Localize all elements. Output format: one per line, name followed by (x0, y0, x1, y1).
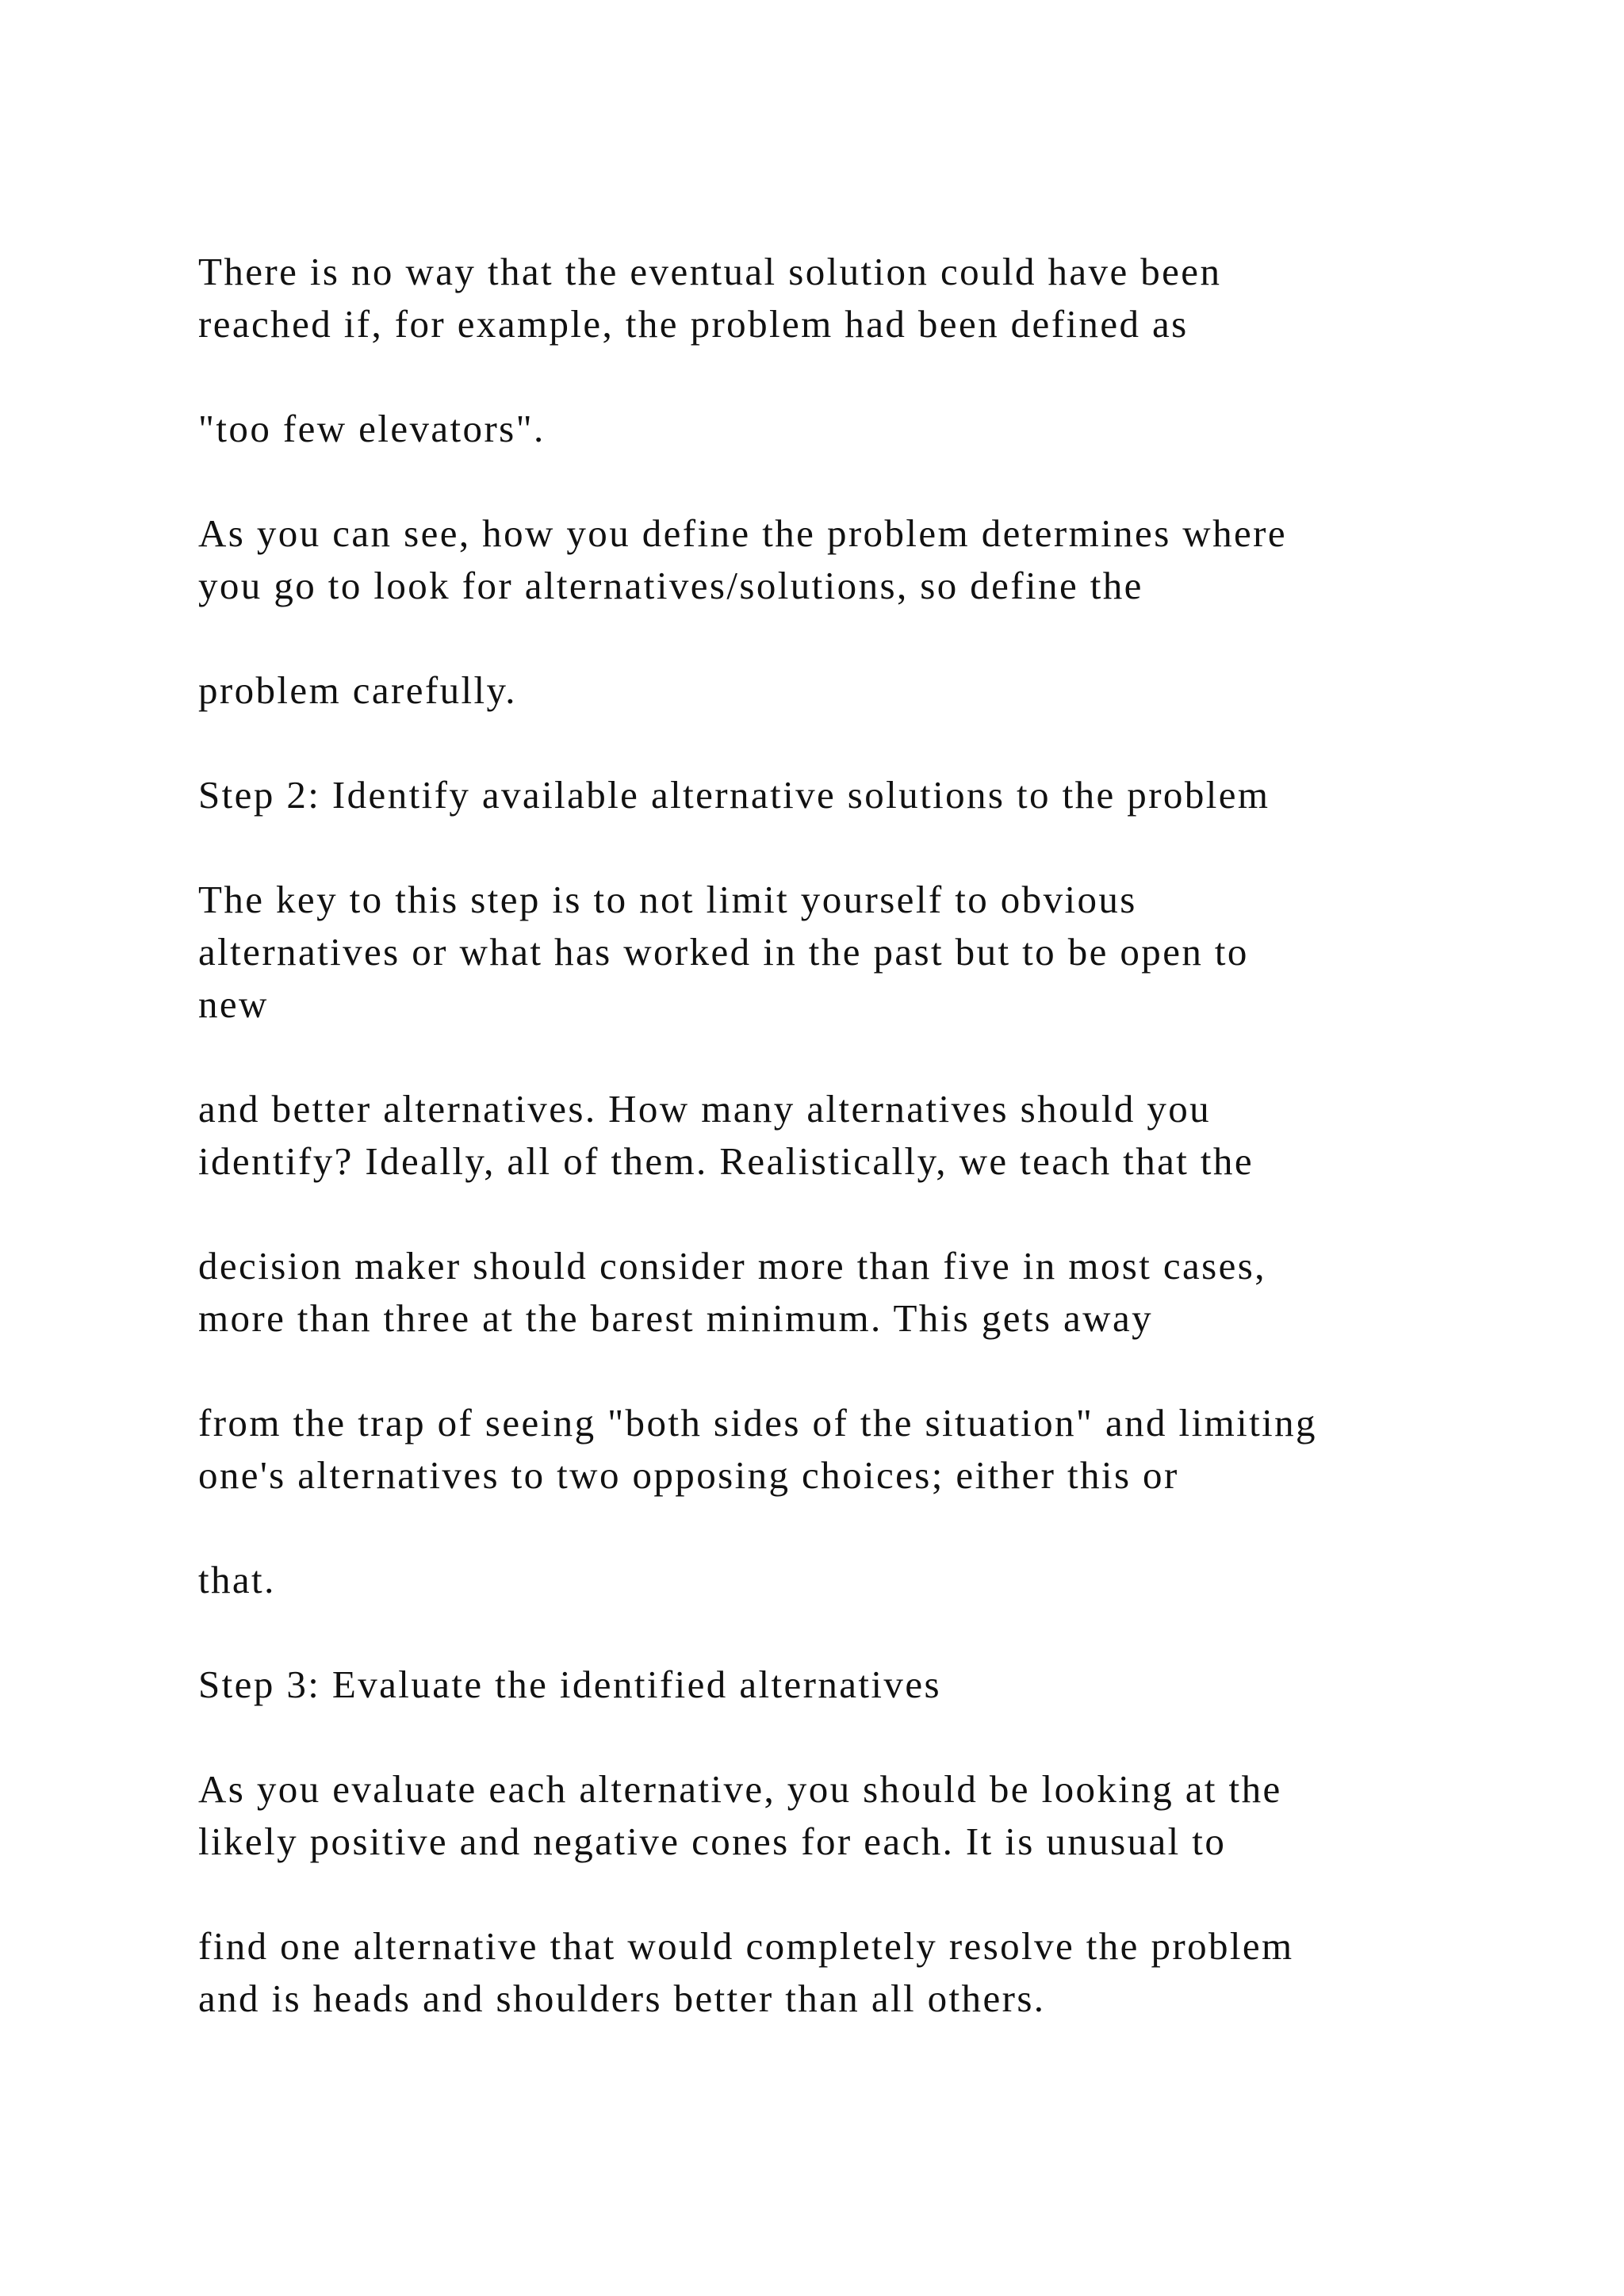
text-line: you go to look for alternatives/solutions, so define the (198, 564, 1143, 607)
text-line: from the trap of seeing "both sides of the situation" and limiting (198, 1401, 1317, 1445)
paragraph-6 (198, 874, 1546, 1031)
text-line: new (198, 982, 269, 1026)
text-line: decision maker should consider more than five in most cases, (198, 1244, 1266, 1288)
text-line: alternatives or what has worked in the past but to be open to (198, 930, 1249, 974)
text-line: Step 2: Identify available alternative solutions to the problem (198, 773, 1270, 817)
text-line: more than three at the barest minimum. This gets away (198, 1296, 1154, 1340)
text-line: one's alternatives to two opposing choices; either this or (198, 1453, 1179, 1497)
text-line: As you evaluate each alternative, you should be looking at the (198, 1767, 1282, 1811)
text-line: identify? Ideally, all of them. Realistically, we teach that the (198, 1139, 1254, 1183)
text-line: The key to this step is to not limit yourself to obvious (198, 878, 1137, 921)
paragraph-13 (198, 1920, 1546, 2025)
paragraph-8 (198, 1240, 1546, 1345)
paragraph-1 (198, 246, 1546, 350)
step-2-heading (198, 769, 1546, 821)
paragraph-4 (198, 664, 1546, 717)
paragraph-9 (198, 1397, 1546, 1502)
paragraph-10 (198, 1554, 1546, 1606)
paragraph-3 (198, 507, 1546, 612)
text-line: likely positive and negative cones for each. It is unusual to (198, 1820, 1227, 1863)
paragraph-2 (198, 403, 1546, 455)
text-line: reached if, for example, the problem had been defined as (198, 302, 1189, 346)
paragraph-7 (198, 1083, 1546, 1188)
text-line: that. (198, 1558, 276, 1601)
text-line: problem carefully. (198, 668, 517, 712)
text-line: and is heads and shoulders better than all others. (198, 1976, 1046, 2020)
text-line: Step 3: Evaluate the identified alternatives (198, 1663, 941, 1706)
document-body (198, 246, 1546, 2077)
step-3-heading (198, 1659, 1546, 1711)
text-line: find one alternative that would completely resolve the problem (198, 1924, 1294, 1968)
text-line: As you can see, how you define the problem determines where (198, 511, 1288, 555)
text-line: and better alternatives. How many alternatives should you (198, 1087, 1212, 1131)
text-line: There is no way that the eventual solution could have been (198, 250, 1222, 293)
text-line: "too few elevators". (198, 407, 546, 450)
paragraph-12 (198, 1763, 1546, 1868)
